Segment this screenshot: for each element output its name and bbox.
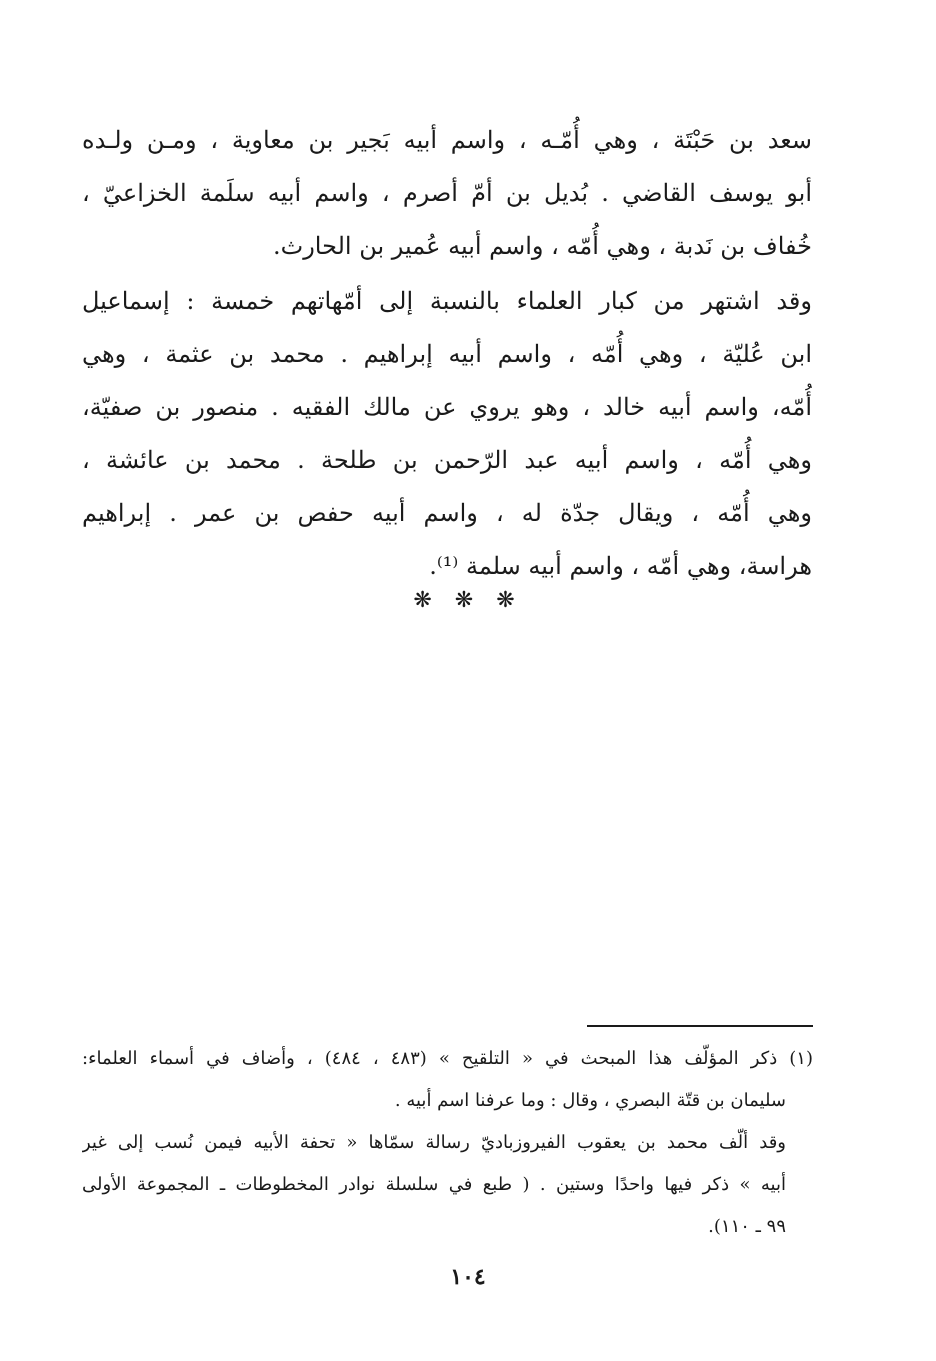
text-line: هراسة، وهي أمّه ، واسم أبيه سلمة ⁽¹⁾.	[429, 552, 812, 580]
text-line: خُفاف بن نَدبة ، وهي أُمّه ، واسم أبيه عُمير بن الحارث.	[272, 232, 812, 260]
footnote-line: وقد ألّف محمد بن يعقوب الفيروزباديّ رسالة سمّاها « تحفة الأبيه فيمن نُسب إلى غير	[82, 1132, 786, 1153]
footnote-line: أبيه » ذكر فيها واحدًا وستين . ( طبع في سلسلة نوادر المخطوطات ـ المجموعة الأولى	[82, 1174, 786, 1195]
footnote-separator-rule	[587, 1025, 813, 1027]
footnote-line: (١) ذكر المؤلّف هذا المبحث في « التلقيح » (٤٨٣ ، ٤٨٤) ، وأضاف في أسماء العلماء:	[82, 1048, 813, 1069]
body-text-2	[82, 275, 812, 593]
text-line: أُمّه، واسم أبيه خالد ، وهو يروي عن مالك الفقيه . منصور بن صفيّة،	[82, 393, 812, 421]
text-line: سعد بن حَبْتَة ، وهي أُمّـه ، واسم أبيه بَجير بن معاوية ، ومـن ولـده	[82, 126, 812, 154]
text-line: وقد اشتهر من كبار العلماء بالنسبة إلى أمّهاتهم خمسة : إسماعيل	[82, 287, 812, 315]
page-number: ١٠٤	[450, 1264, 486, 1290]
footnotes	[82, 1038, 813, 1248]
footnote-line: سليمان بن قتّة البصري ، وقال : وما عرفنا اسم أبيه .	[394, 1090, 786, 1111]
paragraph-2	[82, 275, 812, 593]
text-line: وهي أُمّه ، ويقال جدّة له ، واسم أبيه حفص بن عمر . إبراهيم	[82, 499, 812, 527]
text-line: أبو يوسف القاضي . بُديل بن أمّ أصرم ، واسم أبيه سلَمة الخزاعيّ ،	[82, 179, 812, 207]
section-divider-ornament: ❋ ❋ ❋	[413, 588, 523, 613]
body-text	[82, 114, 812, 273]
text-line: وهي أُمّه ، واسم أبيه عبد الرّحمن بن طلحة . محمد بن عائشة ،	[82, 446, 812, 474]
text-line: ابن عُليّة ، وهي أُمّه ، واسم أبيه إبراهيم . محمد بن عثمة ، وهي	[82, 340, 812, 368]
footnote-line: ٩٩ ـ ١١٠).	[708, 1216, 786, 1237]
paragraph-1	[82, 114, 812, 273]
